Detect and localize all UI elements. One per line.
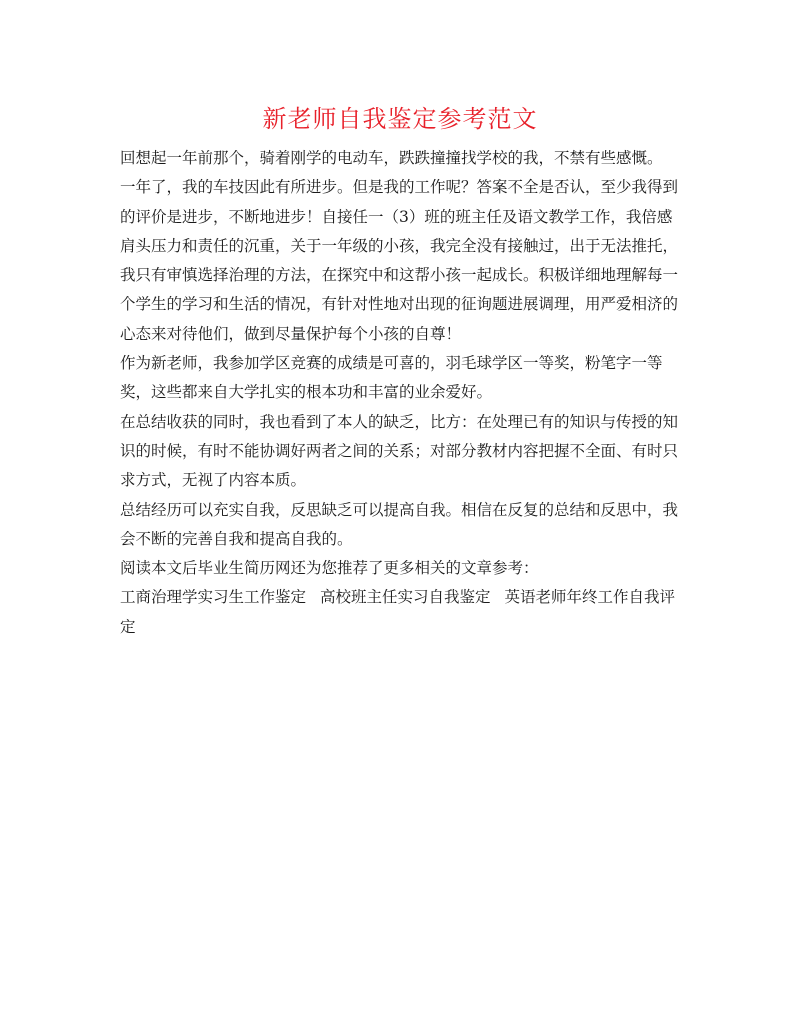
document-title: 新老师自我鉴定参考范文 [262,105,538,133]
related-link-business-intern[interactable]: 工商治理学实习生工作鉴定 [120,588,307,607]
paragraph-recollection: 回想起一年前那个，骑着刚学的电动车，跌跌撞撞找学校的我，不禁有些感慨。 [120,149,663,167]
paragraph-recommendation: 阅读本文后毕业生简历网还为您推荐了更多相关的文章参考： [120,559,539,578]
related-link-headteacher-intern[interactable]: 高校班主任实习自我鉴定 [320,588,491,607]
related-link-english-teacher[interactable]: 英语老师年终工作自我评定 [120,588,676,636]
paragraph-shortcomings: 在总结收获的同时，我也看到了本人的缺乏，比方：在处理已有的知识与传授的知识的时候，有时不能协调好两者之间的关系；对部分教材内容把握不全面、有时只求方式，无视了内容本质。 [120,412,679,490]
paragraph-competition: 作为新老师，我参加学区竞赛的成绩是可喜的，羽毛球学区一等奖，粉笔字一等奖，这些都来自大学扎实的根本功和丰富的业余爱好。 [120,354,663,402]
document-body [120,144,685,642]
paragraph-work-progress: 一年了，我的车技因此有所进步。但是我的工作呢？答案不全是否认，至少我得到的评价是进步，不断地进步！自接任一（3）班的班主任及语文教学工作，我倍感肩头压力和责任的沉重，关于一年级的小孩，我完全没有接触过，出于无法推托，我只有审慎选择治理的方法，在探究中和这帮小孩一起成长。积极详细地理解每一个学生的学习和生活的情况，有针对性地对出现的征询题进展调理，用严爱相济的心态来对待他们，做到尽量保护每个小孩的自尊！ [120,178,679,343]
related-links [120,583,685,642]
paragraph-reflection: 总结经历可以充实自我，反思缺乏可以提高自我。相信在反复的总结和反思中，我会不断的完善自我和提高自我的。 [120,500,679,548]
